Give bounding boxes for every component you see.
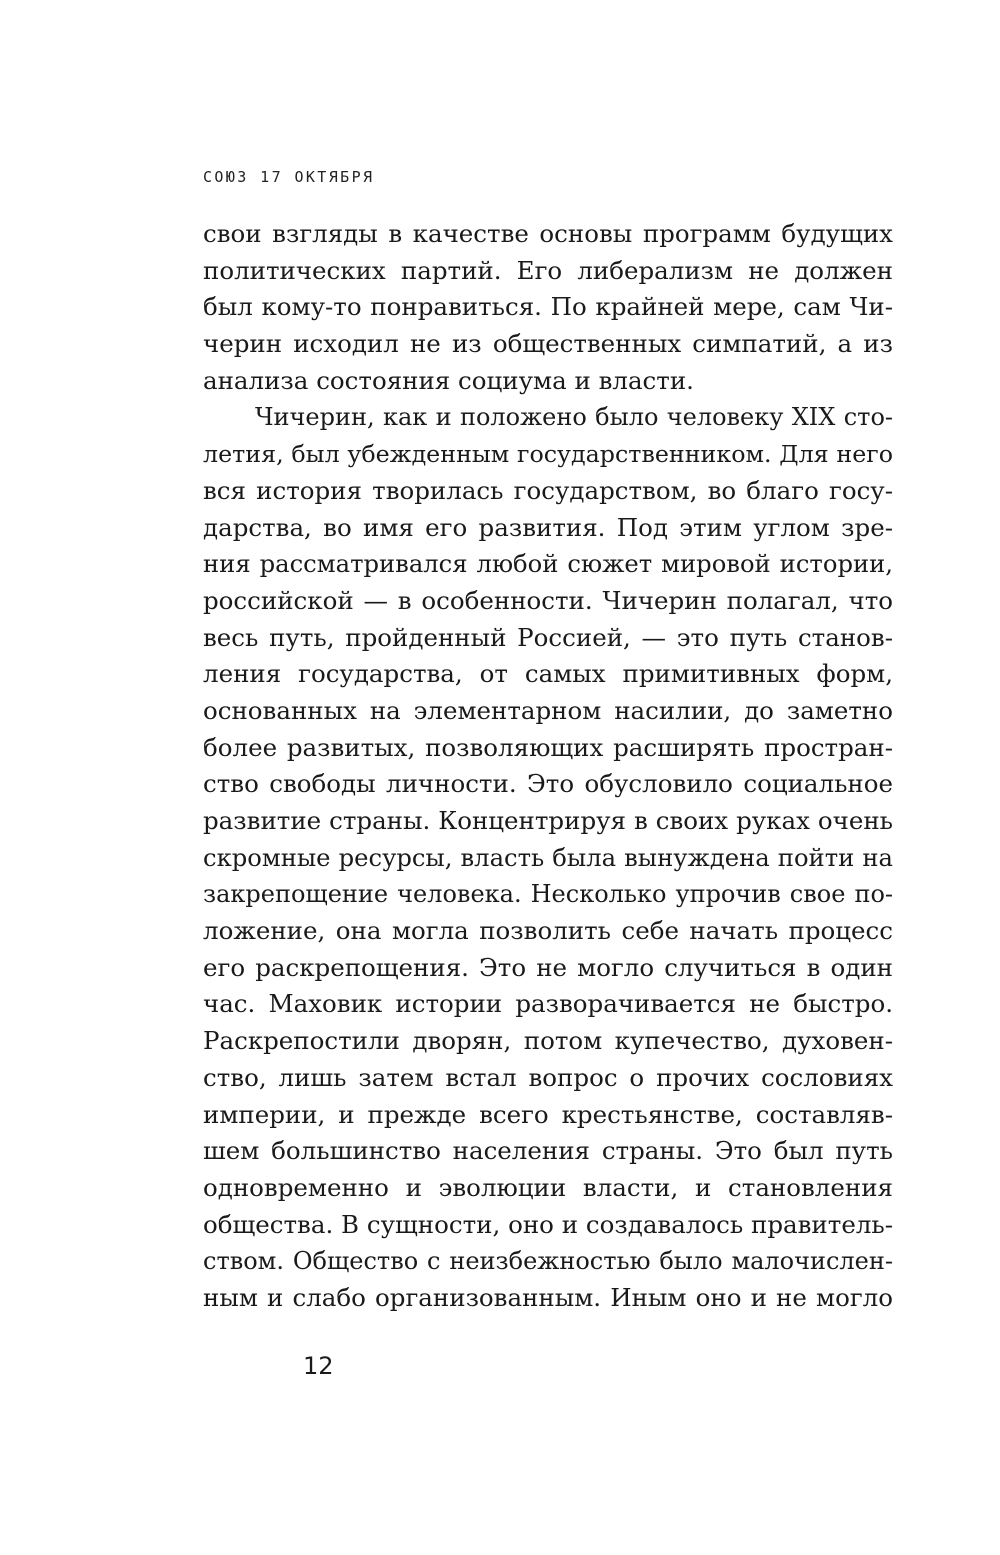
text-line: ния рассматривался любой сюжет мировой истории, [203, 549, 893, 579]
paragraph-1 [203, 216, 893, 399]
text-line: ным и слабо организованным. Иным оно и не могло [203, 1282, 893, 1312]
text-line: одновременно и эволюции власти, и становления [203, 1172, 893, 1202]
running-head: СОЮЗ 17 ОКТЯБРЯ [203, 168, 375, 186]
text-line: ления государства, от самых примитивных форм, [203, 659, 893, 689]
text-line: черин исходил не из общественных симпатий, а из [203, 329, 893, 359]
paragraph-2 [203, 399, 893, 1316]
text-line: общества. В сущности, оно и создавалось правитель- [203, 1209, 893, 1239]
text-line: дарства, во имя его развития. Под этим углом зре- [203, 512, 893, 542]
text-line: ложение, она могла позволить себе начать процесс [203, 916, 893, 946]
text-line: основанных на элементарном насилии, до заметно [203, 695, 893, 725]
body-text [203, 216, 893, 1317]
text-line: вся история творилась государством, во благо госу- [203, 475, 893, 505]
text-line: более развитых, позволяющих расширять простран- [203, 732, 893, 762]
text-line: анализа состояния социума и власти. [203, 365, 694, 395]
text-line: Раскрепостили дворян, потом купечество, духовен- [203, 1026, 893, 1056]
text-line: ством. Общество с неизбежностью было малочислен- [203, 1247, 893, 1276]
text-line: российской — в особенности. Чичерин полагал, что [203, 585, 893, 615]
text-line: час. Маховик истории разворачивается не быстро. [203, 989, 893, 1019]
text-line: скромные ресурсы, власть была вынуждена пойти на [203, 842, 893, 872]
text-line: шем большинство населения страны. Это был путь [203, 1136, 893, 1166]
text-line: его раскрепощения. Это не могло случиться в один [203, 952, 893, 982]
text-line: империи, и прежде всего крестьянстве, составляв- [203, 1099, 893, 1129]
text-line: развитие страны. Концентрируя в своих руках очень [203, 806, 893, 835]
text-line: политических партий. Его либерализм не должен [203, 255, 893, 285]
text-line: свои взгляды в качестве основы программ будущих [203, 219, 893, 248]
page-number: 12 [303, 1352, 334, 1380]
text-line: ство, лишь затем встал вопрос о прочих сословиях [203, 1062, 893, 1092]
text-line: Чичерин, как и положено было человеку XIX сто- [255, 403, 893, 432]
text-line: ство свободы личности. Это обусловило социальное [203, 769, 893, 799]
text-line: закрепощение человека. Несколько упрочив свое по- [203, 880, 893, 909]
text-line: был кому-то понравиться. По крайней мере, сам Чи- [203, 292, 893, 322]
text-line: летия, был убежденным государственником. Для него [203, 440, 893, 469]
text-line: весь путь, пройденный Россией, — это путь станов- [203, 622, 893, 652]
